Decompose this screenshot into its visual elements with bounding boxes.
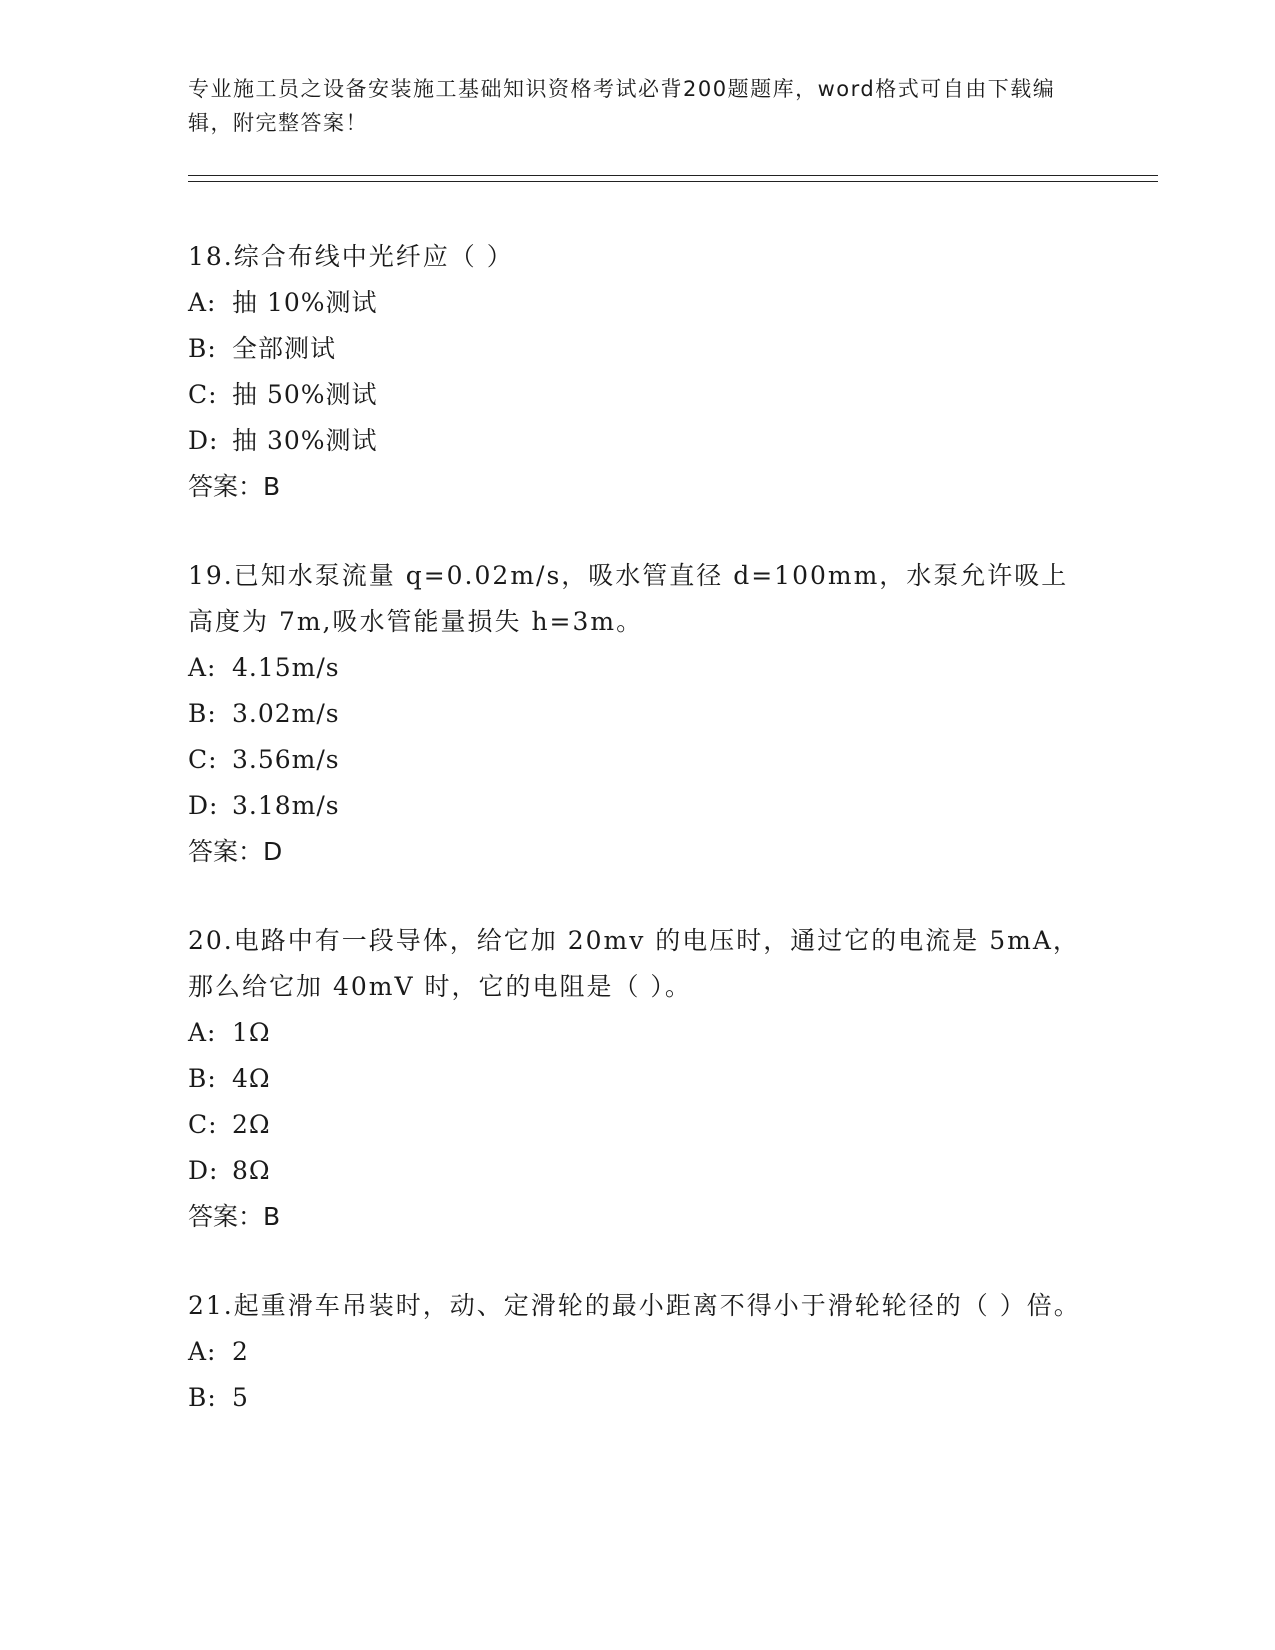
option-text: 3.02m/s <box>232 699 340 728</box>
question-stem: 18.综合布线中光纤应（ ） <box>188 242 514 271</box>
question-20 <box>188 918 1088 1240</box>
option-text: 8Ω <box>232 1156 271 1185</box>
option-text: 1Ω <box>232 1018 271 1047</box>
option-b <box>188 326 1088 372</box>
option-key: A: <box>188 1337 217 1366</box>
option-a <box>188 1329 1088 1375</box>
document-header: 专业施工员之设备安装施工基础知识资格考试必背200题题库，word格式可自由下载编辑，附完整答案！ <box>188 77 1056 135</box>
option-key: D: <box>188 791 219 820</box>
option-c <box>188 737 1088 783</box>
option-text: 全部测试 <box>232 334 337 363</box>
answer-line: 答案：B <box>188 472 281 501</box>
option-key: B: <box>188 334 217 363</box>
option-text: 抽 50%测试 <box>232 380 378 409</box>
option-b <box>188 1056 1088 1102</box>
option-key: A: <box>188 288 217 317</box>
answer-line: 答案：D <box>188 837 283 866</box>
option-text: 3.56m/s <box>232 745 340 774</box>
question-list <box>188 234 1088 1464</box>
option-text: 5 <box>232 1383 249 1412</box>
option-c <box>188 372 1088 418</box>
question-stem: 19.已知水泵流量 q=0.02m/s，吸水管直径 d=100mm，水泵允许吸上高度为 7m,吸水管能量损失 h=3m。 <box>188 561 1069 636</box>
question-21 <box>188 1283 1088 1421</box>
option-text: 4.15m/s <box>232 653 340 682</box>
option-a <box>188 645 1088 691</box>
option-key: C: <box>188 1110 218 1139</box>
header-divider-bottom <box>188 181 1158 182</box>
option-text: 抽 30%测试 <box>232 426 378 455</box>
option-key: D: <box>188 426 219 455</box>
question-18 <box>188 234 1088 510</box>
option-text: 抽 10%测试 <box>232 288 378 317</box>
option-key: D: <box>188 1156 219 1185</box>
question-19 <box>188 553 1088 875</box>
option-key: C: <box>188 745 218 774</box>
option-key: C: <box>188 380 218 409</box>
option-a <box>188 1010 1088 1056</box>
question-stem: 21.起重滑车吊装时，动、定滑轮的最小距离不得小于滑轮轮径的（ ）倍。 <box>188 1291 1081 1320</box>
option-key: B: <box>188 1064 217 1093</box>
option-d <box>188 418 1088 464</box>
option-c <box>188 1102 1088 1148</box>
option-key: A: <box>188 1018 217 1047</box>
option-a <box>188 280 1088 326</box>
option-b <box>188 1375 1088 1421</box>
option-d <box>188 1148 1088 1194</box>
answer-line: 答案：B <box>188 1202 281 1231</box>
option-d <box>188 783 1088 829</box>
option-text: 4Ω <box>232 1064 271 1093</box>
option-key: B: <box>188 699 217 728</box>
option-b <box>188 691 1088 737</box>
question-stem: 20.电路中有一段导体，给它加 20mv 的电压时，通过它的电流是 5mA，那么给它加 40mV 时，它的电阻是（ ）。 <box>188 926 1080 1001</box>
header-divider-top <box>188 175 1158 176</box>
option-key: B: <box>188 1383 217 1412</box>
option-key: A: <box>188 653 217 682</box>
option-text: 3.18m/s <box>232 791 340 820</box>
option-text: 2Ω <box>232 1110 271 1139</box>
option-text: 2 <box>232 1337 249 1366</box>
